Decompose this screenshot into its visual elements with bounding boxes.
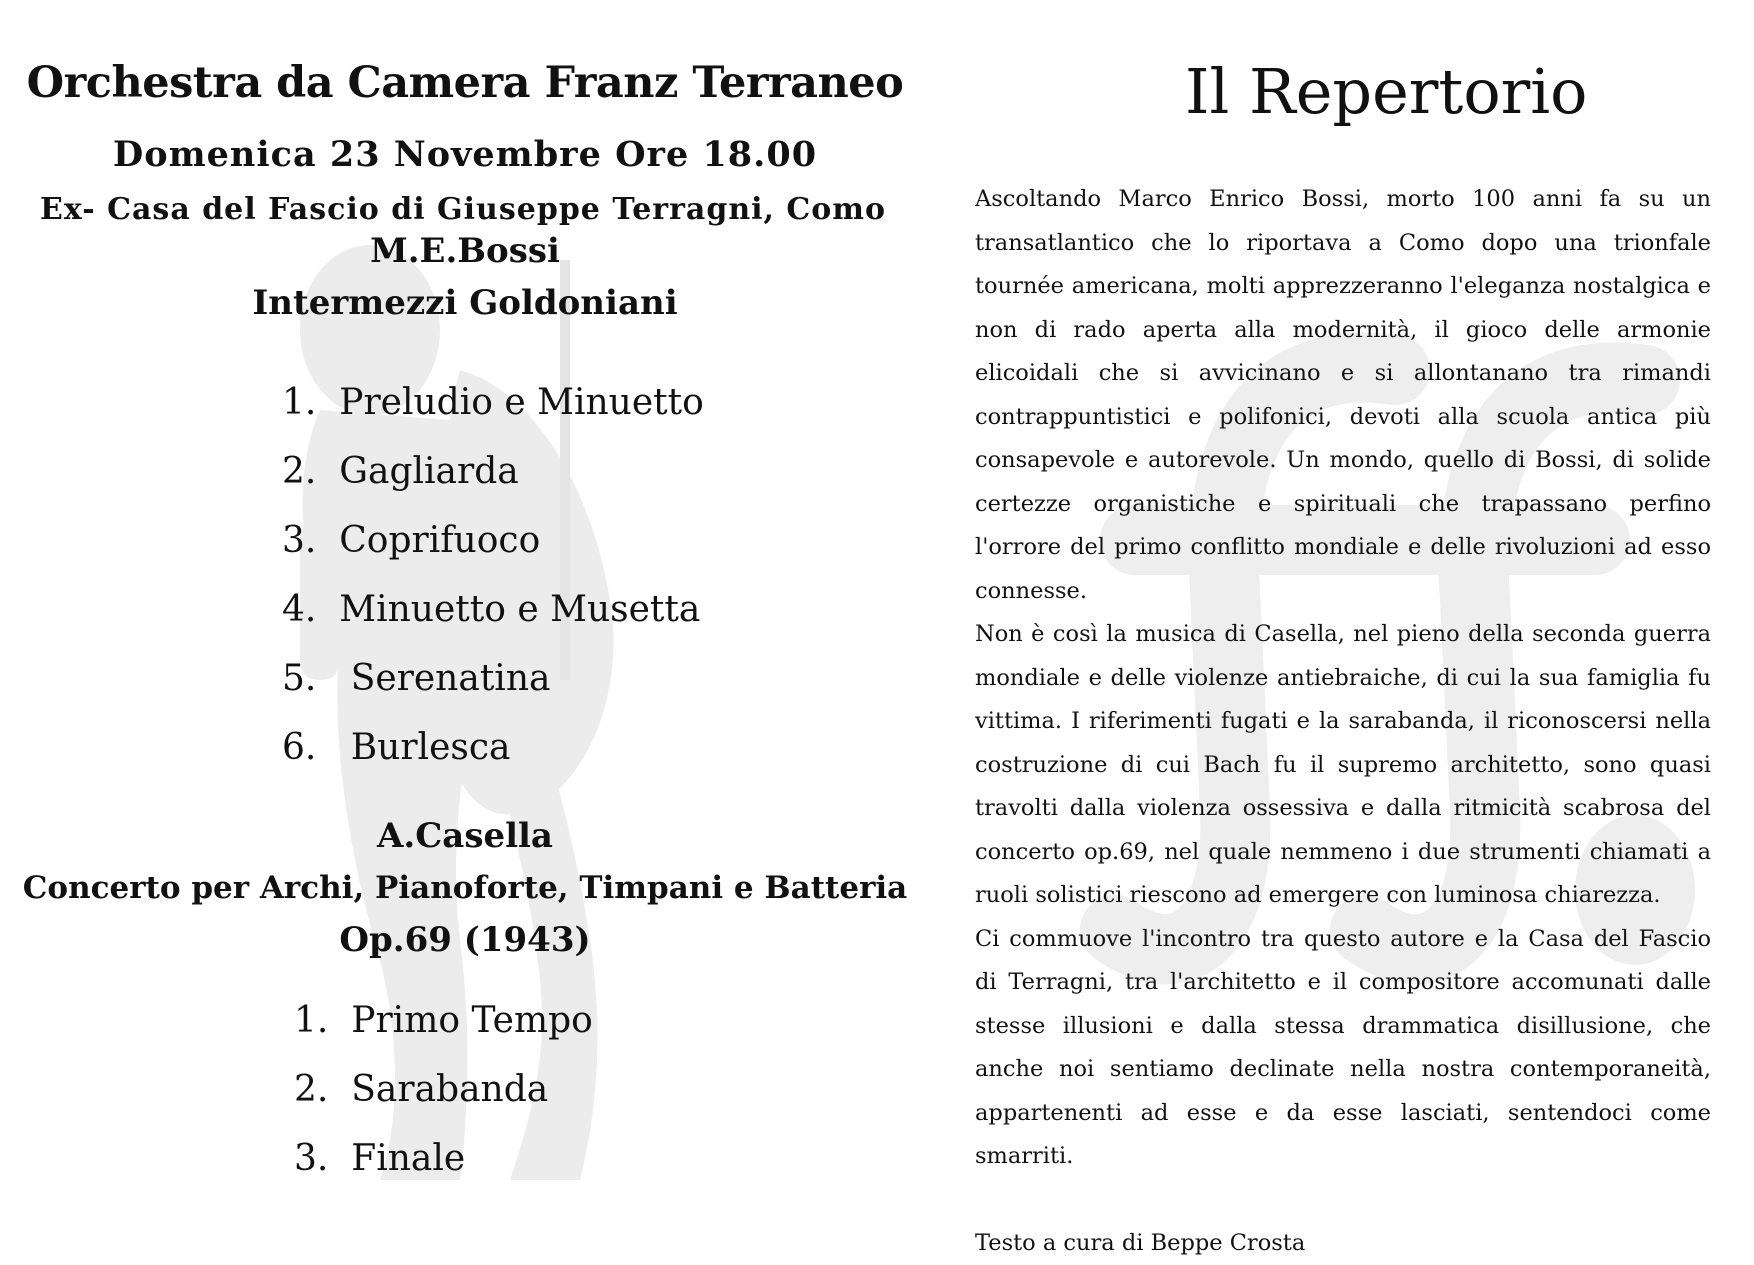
movement-name: Sarabanda [351, 1069, 548, 1110]
movement-name: Burlesca [351, 727, 511, 768]
orchestra-title: Orchestra da Camera Franz Terraneo [0, 58, 930, 108]
movement-item [282, 658, 550, 699]
movement-item [282, 520, 540, 561]
movement-number: 3. [294, 1138, 328, 1179]
movement-name: Serenatina [351, 658, 551, 699]
work-title: Concerto per Archi, Pianoforte, Timpani e Batteria [0, 862, 930, 914]
movement-item [282, 382, 704, 423]
movement-name: Preludio e Minuetto [339, 382, 704, 423]
movement-name: Gagliarda [339, 451, 518, 492]
essay-paragraph: Ci commuove l'incontro tra questo autore e la Casa del Fascio di Terragni, tra l'architetto e il compositore accomunati dalle stesse illusioni e dalla stessa drammatica disillusione, che anche noi sentiamo declinate nella nostra contemporaneità, appartenenti ad esse e da esse lasciati, sentendoci come smarriti. [975, 918, 1711, 1179]
movement-number: 4. [282, 589, 316, 630]
essay-paragraph: Ascoltando Marco Enrico Bossi, morto 100 anni fa su un transatlantico che lo riportava a Como dopo una trionfale tournée americana, molti apprezzeranno l'eleganza nostalgica e non di rado aperta alla modernità, il gioco delle armonie elicoidali che si avvicinano e si allontanano tra rimandi contrappuntistici e polifonici, devoti alla scuola antica più consapevole e autorevole. Un mondo, quello di Bossi, di solide certezze organistiche e spirituali che trapassano perfino l'orrore del primo conflitto mondiale e delle rivoluzioni ad esso connesse. [975, 178, 1711, 613]
movement-name: Coprifuoco [339, 520, 540, 561]
movement-number: 1. [294, 1000, 328, 1041]
movement-item [282, 589, 700, 630]
movement-number: 6. [282, 727, 316, 768]
work-heading-casella [0, 810, 930, 966]
concert-venue: Ex- Casa del Fascio di Giuseppe Terragni, Como [40, 192, 886, 227]
movement-number: 2. [294, 1069, 328, 1110]
movement-number: 2. [282, 451, 316, 492]
work-title: Intermezzi Goldoniani [0, 277, 930, 329]
movement-item [294, 1069, 548, 1110]
cellist-figure-watermark [230, 220, 670, 1200]
movement-name: Primo Tempo [351, 1000, 593, 1041]
work-heading-bossi [0, 225, 930, 329]
essay-paragraph: Non è così la musica di Casella, nel pieno della seconda guerra mondiale e delle violenze antiebraiche, di cui la sua famiglia fu vittima. I riferimenti fugati e la sarabanda, il riconoscersi nella costruzione di cui Bach fu il supremo architetto, sono quasi travolti dalla violenza ossessiva e dalla ritmicità scabrosa del concerto op.69, nel quale nemmeno i due strumenti chiamati a ruoli solistici riescono ad emergere con luminosa chiarezza. [975, 613, 1711, 918]
movement-item [294, 1138, 465, 1179]
repertorio-title: Il Repertorio [1185, 55, 1587, 128]
repertorio-essay [975, 178, 1711, 1265]
movement-number: 3. [282, 520, 316, 561]
concert-date: Domenica 23 Novembre Ore 18.00 [0, 134, 930, 175]
essay-credit: Testo a cura di Beppe Crosta [975, 1222, 1711, 1265]
composer-name: M.E.Bossi [0, 225, 930, 277]
movement-name: Finale [351, 1138, 465, 1179]
movement-name: Minuetto e Musetta [339, 589, 700, 630]
movement-item [294, 1000, 593, 1041]
movement-item [282, 451, 519, 492]
movement-number: 5. [282, 658, 316, 699]
movement-item [282, 727, 510, 768]
movement-number: 1. [282, 382, 316, 423]
work-opus: Op.69 (1943) [0, 914, 930, 966]
composer-name: A.Casella [0, 810, 930, 862]
